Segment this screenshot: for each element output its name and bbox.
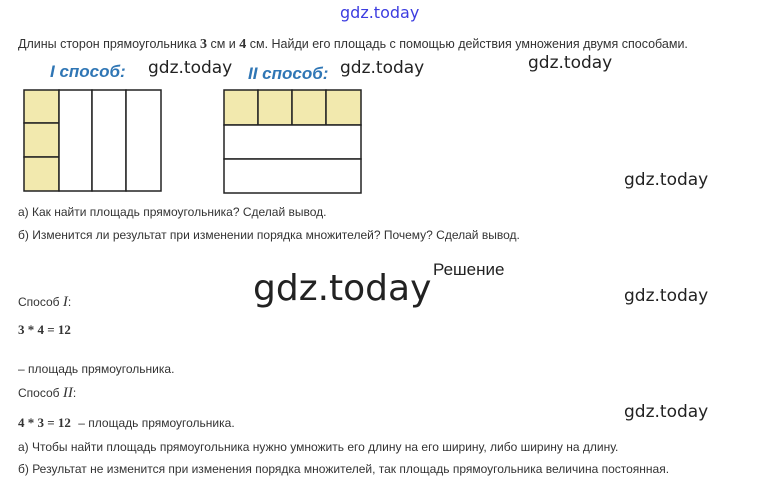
watermark-large: gdz.today [253, 268, 432, 309]
solution-way2-label: Способ II: [18, 385, 77, 401]
watermark: gdz.today [148, 58, 233, 78]
side-length-1: 3 [200, 37, 207, 52]
roman-numeral: II [62, 385, 73, 401]
answer-b: б) Результат не изменится при изменения порядка множителей, так площадь прямоугольника величина постоянная. [18, 462, 670, 476]
shaded-square [24, 90, 59, 123]
rectangle-way2 [223, 89, 363, 195]
column-strip [126, 90, 161, 191]
side-length-2: 4 [239, 37, 247, 52]
formula-row-way2 [18, 414, 235, 432]
question-a: а) Как найти площадь прямоугольника? Сделай вывод. [18, 205, 327, 219]
watermark: gdz.today [528, 53, 613, 73]
formula-way1: 3 * 4 = 12 [18, 322, 71, 337]
rectangle-way1 [23, 89, 163, 193]
note-way1: – площадь прямоугольника. [18, 362, 175, 376]
watermark: gdz.today [624, 402, 709, 422]
watermark: gdz.today [624, 286, 709, 306]
formula-way2: 4 * 3 = 12 [18, 415, 71, 430]
column-strip [59, 90, 92, 191]
watermark: gdz.today [624, 170, 709, 190]
shaded-square [292, 90, 326, 125]
answer-a: а) Чтобы найти площадь прямоугольника нужно умножить его длину на его ширину, либо ширину на длину. [18, 440, 619, 454]
watermark: gdz.today [340, 58, 425, 78]
watermark-top: gdz.today [340, 3, 420, 22]
shaded-square [326, 90, 361, 125]
row-strip [224, 159, 361, 193]
note-way2: – площадь прямоугольника. [74, 416, 235, 430]
shaded-square [24, 123, 59, 157]
solution-way1-label: Способ I: [18, 294, 72, 310]
task-statement: Длины сторон прямоугольника 3 см и 4 см. Найди его площадь с помощью действия умножения двумя способами. [18, 37, 688, 52]
shaded-square [24, 157, 59, 191]
way2-label: II способ: [248, 64, 329, 83]
shaded-square [258, 90, 292, 125]
roman-numeral: I [62, 294, 68, 310]
column-strip [92, 90, 126, 191]
shaded-square [224, 90, 258, 125]
solution-heading: Решение [433, 260, 505, 279]
row-strip [224, 125, 361, 159]
question-b: б) Изменится ли результат при изменении порядка множителей? Почему? Сделай вывод. [18, 228, 520, 242]
way1-label: I способ: [50, 62, 126, 81]
